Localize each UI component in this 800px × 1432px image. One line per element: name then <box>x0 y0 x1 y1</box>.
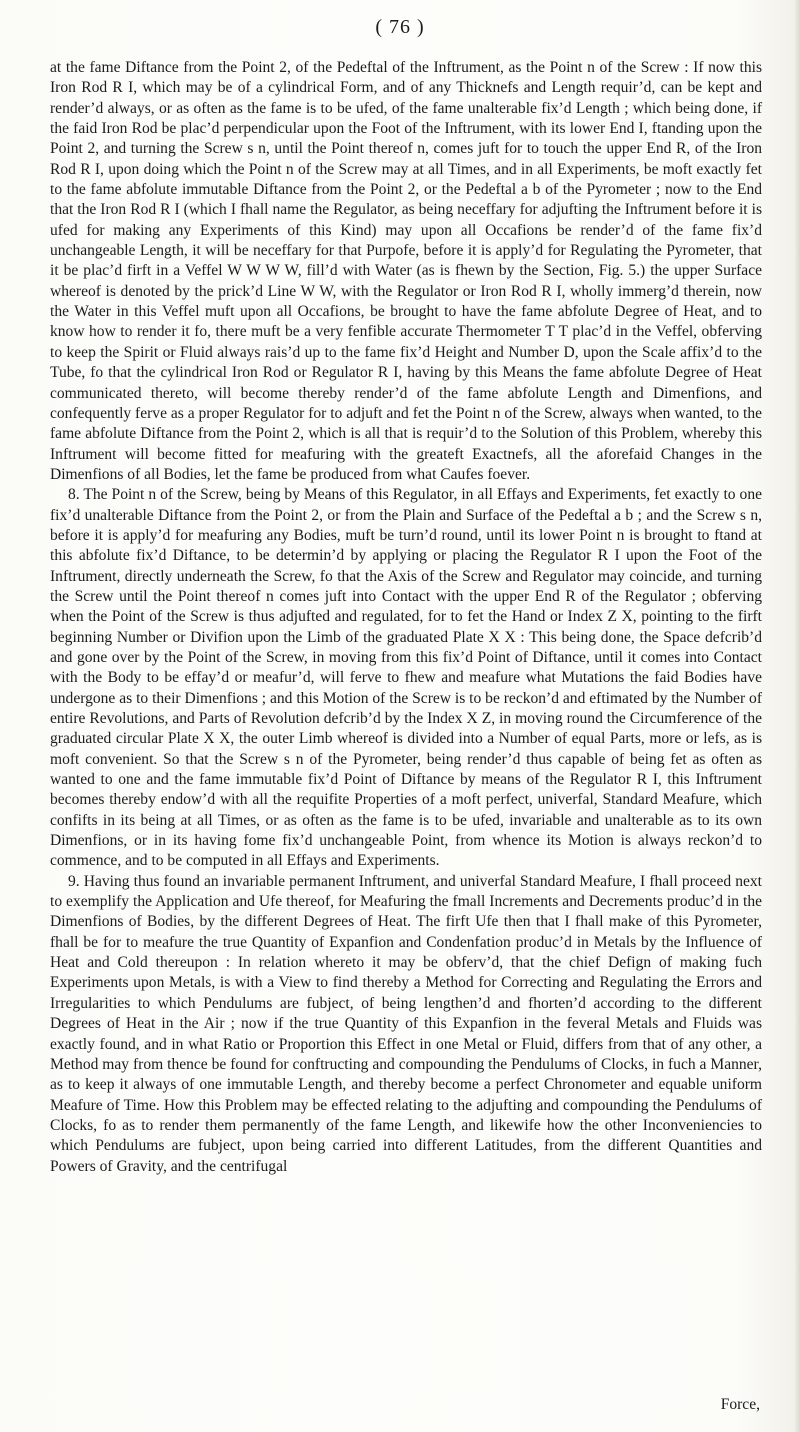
body-text <box>50 58 762 1177</box>
page-number: ( 76 ) <box>375 16 425 38</box>
paragraph-continued: at the fame Diftance from the Point 2, of the Pedeftal of the Inftrument, as the Point n of the Screw : If now this Iron Rod R I, which may be of a cylindrical Form, and of any Thicknefs and Length requir’d, can be kept and render’d always, or as often as the fame is to be ufed, of the fame unalterable fix’d Length ; which being done, if the faid Iron Rod be plac’d perpendicular upon the Foot of the Inftrument, with its lower End I, ftanding upon the Point 2, and turning the Screw s n, until the Point thereof n, comes juft for to touch the upper End R, of the Iron Rod R I, upon doing which the Point n of the Screw may at all Times, and in all Experiments, be moft exactly fet to the fame abfolute immutable Diftance from the Point 2, or the Pedeftal a b of the Pyrometer ; now to the End that the Iron Rod R I (which I fhall name the Regulator, as being neceffary for adjufting the Inftrument before it is ufed for making any Experiments of this Kind) may upon all Occafions be render’d of the fame fix’d unchangeable Length, it will be neceffary for that Purpofe, before it is apply’d for Regulating the Pyrometer, that it be plac’d firft in a Veffel W W W W, fill’d with Water (as is fhewn by the Section, Fig. 5.) the upper Surface whereof is denoted by the prick’d Line W W, with the Regulator or Iron Rod R I, wholly immerg’d therein, now the Water in this Veffel muft upon all Occafions, be brought to have the fame abfolute Degree of Heat, and to know how to render it fo, there muft be a very fenfible accurate Thermometer T T plac’d in the Veffel, obferving to keep the Spirit or Fluid always rais’d up to the fame fix’d Height and Number D, upon the Scale affix’d to the Tube, fo that the cylindrical Iron Rod or Regulator R I, having by this Means the fame abfolute Degree of Heat communicated thereto, will become thereby render’d of the fame abfolute Length and Dimenfions, and confequently ferve as a proper Regulator for to adjuft and fet the Point n of the Screw, always when wanted, to the fame abfolute Diftance from the Point 2, which is all that is requir’d to the Solution of this Problem, whereby this Inftrument will become fitted for meafuring with the greateft Exactnefs, all the aforefaid Changes in the Dimenfions of all Bodies, let the fame be produced from what Caufes foever. <box>50 59 762 483</box>
page-edge-shadow <box>794 0 800 1432</box>
catchword: Force, <box>720 1396 760 1413</box>
paragraph-8: 8. The Point n of the Screw, being by Means of this Regulator, in all Effays and Experiments, fet exactly to one fix’d unalterable Diftance from the Point 2, or from the Plain and Surface of the Pedeftal a b ; and the Screw s n, before it is apply’d for meafuring any Bodies, muft be turn’d round, until its lower Point n is brought to ftand at this abfolute fix’d Diftance, to be determin’d by applying or placing the Regulator R I upon the Foot of the Inftrument, directly underneath the Screw, fo that the Axis of the Screw and Regulator may coincide, and turning the Screw until the Point thereof n comes juft into Contact with the upper End R of the Regulator ; obferving when the Point of the Screw is thus adjufted and regulated, for to fet the Hand or Index Z X, pointing to the firft beginning Number or Divifion upon the Limb of the graduated Plate X X : This being done, the Space defcrib’d and gone over by the Point of the Screw, in moving from this fix’d Point of Diftance, until it comes into Contact with the Body to be effay’d or meafur’d, will ferve to fhew and meafure what Mutations the faid Bodies have undergone as to their Dimenfions ; and this Motion of the Screw is to be reckon’d and eftimated by the Number of entire Revolutions, and Parts of Revolution defcrib’d by the Index X Z, in moving round the Circumference of the graduated circular Plate X X, the outer Limb whereof is divided into a Number of equal Parts, more or lefs, as is moft convenient. So that the Screw s n of the Pyrometer, being render’d thus capable of being fet as often as wanted to one and the fame immutable fix’d Point of Diftance by means of the Regulator R I, this Inftrument becomes thereby endow’d with all the requifite Properties of a moft perfect, univerfal, Standard Meafure, which confifts in its being at all Times, or as often as the fame is to be ufed, invariable and unalterable as to its own Dimenfions, or in its having fome fix’d unchangeable Point, from whence its Motion is always reckon’d to commence, and to be computed in all Effays and Experiments. <box>50 486 762 870</box>
paragraph-9: 9. Having thus found an invariable permanent Inftrument, and univerfal Standard Meafure, I fhall proceed next to exemplify the Application and Ufe thereof, for Meafuring the fmall Increments and Decrements produc’d in the Dimenfions of Bodies, by the different Degrees of Heat. The firft Ufe then that I fhall make of this Pyrometer, fhall be for to meafure the true Quantity of Expanfion and Condenfation produc’d in Metals by the Influence of Heat and Cold thereupon : In relation whereto it may be obferv’d, that the chief Defign of making fuch Experiments upon Metals, is with a View to find thereby a Method for Correcting and Regulating the Errors and Irregularities to which Pendulums are fubject, of being lengthen’d and fhorten’d according to the different Degrees of Heat in the Air ; now if the true Quantity of this Expanfion in the feveral Metals and Fluids was exactly found, and in what Ratio or Proportion this Effect in one Metal or Fluid, differs from that of any other, a Method may from thence be found for conftructing and compounding the Pendulums of Clocks, in fuch a Manner, as to keep it always of one immutable Length, and thereby become a perfect Chronometer and equable uniform Meafure of Time. How this Problem may be effected relating to the adjufting and compounding the Pendulums of Clocks, fo as to render them permanently of the fame Length, and likewife how the other Inconveniencies to which Pendulums are fubject, upon being carried into different Latitudes, from the different Quantities and Powers of Gravity, and the centrifugal <box>50 872 762 1175</box>
